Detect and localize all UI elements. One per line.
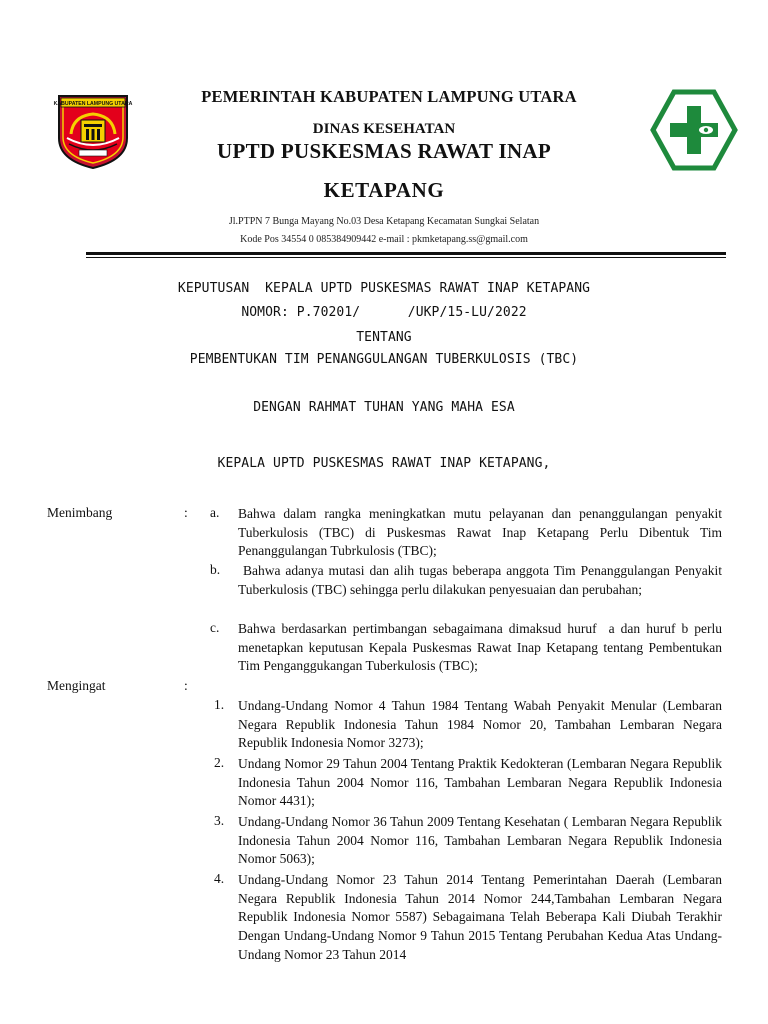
mengingat-item-4: Undang-Undang Nomor 23 Tahun 2014 Tentang Pemerintahan Daerah (Lembaran Negara Republik Indonesia Tahun 2014 Nomor 244,Tambahan Lembaran Negara Republik Indonesia Nomor 5587) Sebagaimana Telah Beberapa Kali Diubah Terakhir Dengan Undang-Undang Nomor 9 Tahun 2015 Tentang Perubahan Kedua Atas Undang-Undang Nomor 23 Tahun 2014 <box>238 872 722 962</box>
decree-issuer: KEPALA UPTD PUSKESMAS RAWAT INAP KETAPANG, <box>217 456 551 471</box>
menimbang-mark-b: b. <box>210 562 221 577</box>
letterhead-rule-thin <box>86 257 726 258</box>
svg-text:KABUPATEN LAMPUNG UTARA: KABUPATEN LAMPUNG UTARA <box>53 101 133 107</box>
menimbang-mark-a: a. <box>210 505 220 520</box>
decree-number: NOMOR: P.70201/ /UKP/15-LU/2022 <box>241 305 527 320</box>
mengingat-item-3: Undang-Undang Nomor 36 Tahun 2009 Tentang Kesehatan ( Lembaran Negara Republik Indonesia Tahun 2004 Nomor 116, Tambahan Lembaran Negara Republik Indonesia Nomor 5063); <box>238 814 722 867</box>
decree-tentang: TENTANG <box>356 330 412 345</box>
menimbang-item-c: Bahwa berdasarkan pertimbangan sebagaimana dimaksud huruf a dan huruf b perlu menetapkan keputusan Kepala Puskesmas Rawat Inap Ketapang tentang Pembentukan Tim Penganggukangan Tuberkulosis (TBC); <box>238 621 726 674</box>
menimbang-item-b: Bahwa adanya mutasi dan alih tugas beberapa anggota Tim Penanggulangan Penyakit Tuberkulosis (TBC) sehingga perlu dilakukan penyesuaian dan perubahan; <box>238 563 726 597</box>
letterhead-rule-thick <box>86 252 726 255</box>
kop-ketapang: KETAPANG <box>323 178 445 202</box>
mengingat-mark-2: 2. <box>214 755 225 770</box>
menimbang-mark-c: c. <box>210 620 220 635</box>
mengingat-mark-1: 1. <box>214 697 225 712</box>
kop-address: Jl.PTPN 7 Bunga Mayang No.03 Desa Ketapang Kecamatan Sungkai Selatan <box>228 216 540 227</box>
decree-subject: PEMBENTUKAN TIM PENANGGULANGAN TUBERKULOSIS (TBC) <box>189 352 579 367</box>
mengingat-item-2: Undang Nomor 29 Tahun 2004 Tentang Praktik Kedokteran (Lembaran Negara Republik Indonesia Tahun 2004 Nomor 116, Tambahan Lembaran Negara Republik Indonesia Nomor 4431); <box>238 756 722 809</box>
kop-dinas: DINAS KESEHATAN <box>312 121 456 137</box>
kop-pemerintah: PEMERINTAH KABUPATEN LAMPUNG UTARA <box>201 87 577 106</box>
mengingat-mark-3: 3. <box>214 813 225 828</box>
decree-invocation: DENGAN RAHMAT TUHAN YANG MAHA ESA <box>253 400 515 415</box>
menimbang-item-a: Bahwa dalam rangka meningkatkan mutu pelayanan dan penanggulangan penyakit Tuberkulosis (TBC) di Puskesmas Rawat Inap Ketapang Perlu Dibentuk Tim Penanggulangan Tubrkulosis (TBC); <box>238 506 722 559</box>
menimbang-colon: : <box>184 505 188 520</box>
mengingat-label: Mengingat <box>47 678 106 693</box>
mengingat-item-1: Undang-Undang Nomor 4 Tahun 1984 Tentang Wabah Penyakit Menular (Lembaran Negara Republik Indonesia Tahun 1984 Nomor 20, Tambahan Lembaran Negara Republik Indonesia Nomor 3273); <box>238 698 722 751</box>
decree-title: KEPUTUSAN KEPALA UPTD PUSKESMAS RAWAT INAP KETAPANG <box>177 281 591 296</box>
menimbang-label: Menimbang <box>47 505 113 520</box>
kop-contact: Kode Pos 34554 0 085384909442 e-mail : pkmketapang.ss@gmail.com <box>240 234 528 245</box>
mengingat-mark-4: 4. <box>214 871 225 886</box>
kop-puskesmas: UPTD PUSKESMAS RAWAT INAP <box>216 139 551 163</box>
mengingat-colon: : <box>184 678 188 693</box>
